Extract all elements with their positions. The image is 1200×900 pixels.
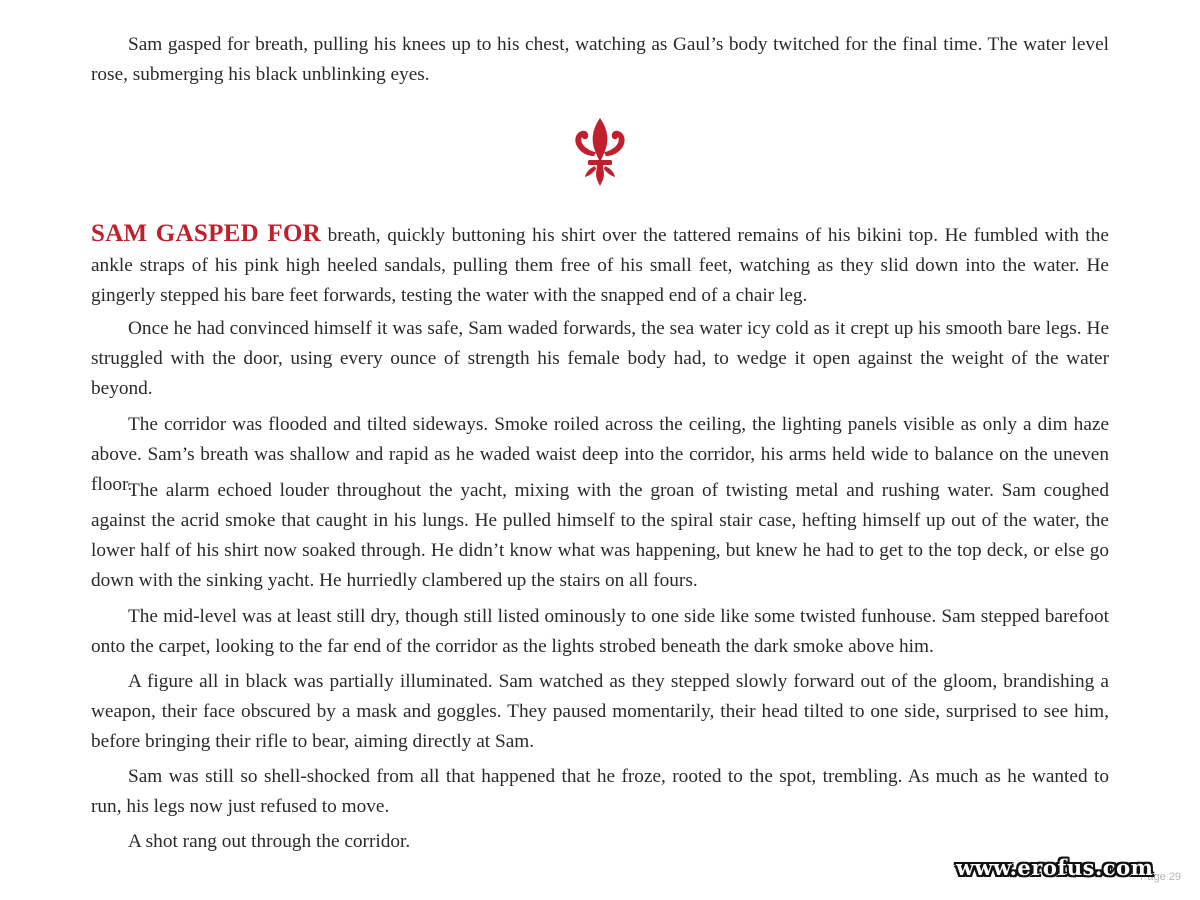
fleur-de-lis-icon <box>570 116 630 188</box>
watermark-text: www.erofus.com <box>956 855 1154 880</box>
paragraph-7: Sam was still so shell-shocked from all that happened that he froze, rooted to the spot, trembling. As much as he wanted to run, his legs now just refused to move. <box>91 766 1109 817</box>
paragraph-3: The corridor was flooded and tilted sideways. Smoke roiled across the ceiling, the lighting panels visible as only a dim haze above. Sam’s breath was shallow and rapid as he waded waist deep into the corridor, his arms held wide to balance on the uneven floor. <box>91 414 1109 495</box>
paragraph-8: A shot rang out through the corridor. <box>128 831 411 852</box>
paragraph-1 <box>91 219 1109 311</box>
paragraph-2: Once he had convinced himself it was safe, Sam waded forwards, the sea water icy cold as it crept up his smooth bare legs. He struggled with the door, using every ounce of strength his female body had, to wedge it open against the weight of the water beyond. <box>91 318 1109 399</box>
page-number: Page 29 <box>1140 871 1181 883</box>
paragraph-6: A figure all in black was partially illuminated. Sam watched as they stepped slowly forward out of the gloom, brandishing a weapon, their face obscured by a mask and goggles. They paused momentarily, their head tilted to one side, surprised to see him, before bringing their rifle to bear, aiming directly at Sam. <box>91 671 1109 752</box>
paragraph-1-text: breath, quickly buttoning his shirt over the tattered remains of his bikini top. He fumbled with the ankle straps of his pink high heeled sandals, pulling them free of his small feet, watching as they slid down into the water. He gingerly stepped his bare feet forwards, testing the water with the snapped end of a chair leg. <box>91 225 1109 306</box>
paragraph-5: The mid-level was at least still dry, though still listed ominously to one side like some twisted funhouse. Sam stepped barefoot onto the carpet, looking to the far end of the corridor as the lights strobed beneath the dark smoke above him. <box>91 606 1109 657</box>
paragraph-4: The alarm echoed louder throughout the yacht, mixing with the groan of twisting metal and rushing water. Sam coughed against the acrid smoke that caught in his lungs. He pulled himself to the spiral stair case, hefting himself up out of the water, the lower half of his shirt now soaked through. He didn’t know what was happening, but knew he had to get to the top deck, or else go down with the sinking yacht. He hurriedly clambered up the stairs on all fours. <box>91 480 1109 591</box>
dropcap-lead: SAM GASPED FOR <box>91 220 321 247</box>
paragraph-intro: Sam gasped for breath, pulling his knees up to his chest, watching as Gaul’s body twitched for the final time. The water level rose, submerging his black unblinking eyes. <box>91 34 1109 85</box>
